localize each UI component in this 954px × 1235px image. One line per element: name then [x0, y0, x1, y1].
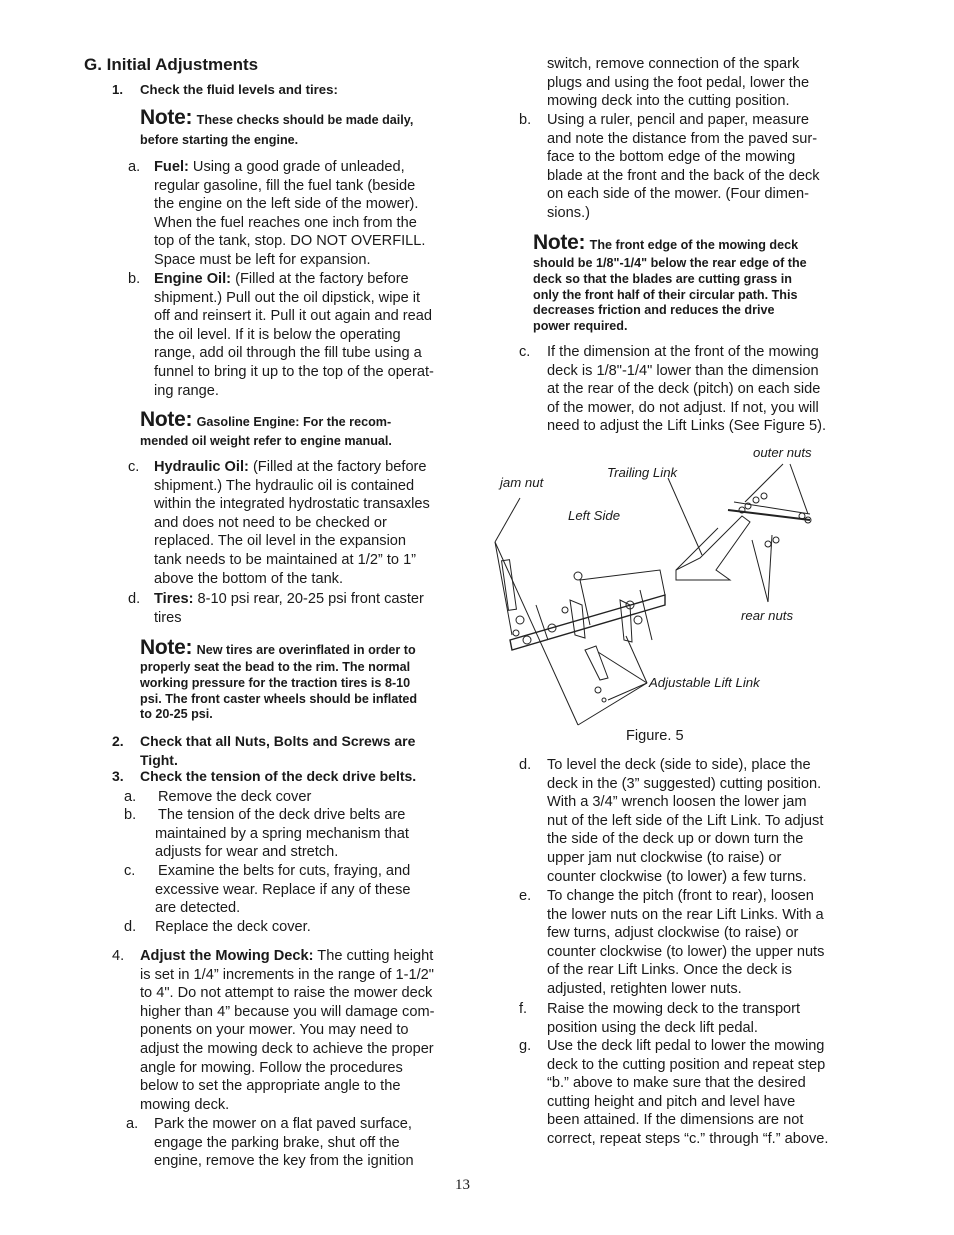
text-line: mowing deck. [140, 1096, 230, 1113]
text-line: To change the pitch (front to rear), loosen [547, 888, 814, 904]
label-adjustable-lift-link: Adjustable Lift Link [649, 675, 760, 690]
text-line: are detected. [155, 900, 241, 917]
text-line: shipment.) Pull out the oil dipstick, wipe it [154, 289, 421, 306]
text-line: Use the deck lift pedal to lower the mowing [547, 1038, 825, 1054]
step3-title: Check the tension of the deck drive belts. [140, 768, 417, 784]
text-line: and does not need to be checked or [154, 514, 387, 531]
leader-line [668, 478, 702, 555]
text-line: of the mower, do not adjust. If not, you will [547, 399, 819, 416]
text-line: If the dimension at the front of the mowing [547, 344, 819, 360]
engine-oil-paragraph [154, 270, 454, 400]
text-line: blade at the front and the back of the deck [547, 167, 820, 184]
leader-line [608, 683, 647, 700]
text-line: Using a good grade of unleaded, [188, 159, 405, 175]
item-marker: b. [124, 807, 137, 823]
dimension-paragraph [547, 343, 826, 436]
text-line: properly seat the bead to the rim. The normal [140, 660, 411, 674]
text-line: within the integrated hydrostatic transaxles [154, 496, 430, 513]
level-deck-paragraph [547, 756, 823, 886]
leader-line [752, 540, 768, 602]
item-marker: a. [126, 1116, 139, 1132]
tires-paragraph [154, 590, 454, 627]
measure-paragraph [547, 111, 820, 223]
text-line: cutting height and pitch and level have [547, 1093, 796, 1110]
note-1 [140, 106, 413, 130]
item-marker: f. [519, 1001, 528, 1017]
belt-tension-paragraph [155, 806, 409, 862]
text-line: above the bottom of the tank. [154, 570, 344, 587]
main-linkage-bar [510, 595, 665, 650]
raise-deck-paragraph [547, 1000, 800, 1037]
text-line: the engine on the left side of the mower). [154, 196, 419, 213]
engine-oil-label: Engine Oil: [154, 271, 232, 287]
text-line: regular gasoline, fill the fuel tank (beside [154, 177, 416, 194]
text-line: Space must be left for expansion. [154, 251, 371, 268]
item-marker: c. [128, 459, 140, 475]
item-marker: d. [519, 757, 532, 773]
label-outer-nuts: outer nuts [753, 445, 812, 460]
item-marker: c. [519, 344, 531, 360]
text-line: deck so that the blades are cutting grass in [533, 271, 792, 286]
text-line: of the rear Lift Links. Once the deck is [547, 962, 792, 979]
text-line: To level the deck (side to side), place the [547, 757, 811, 773]
leader-line [495, 498, 520, 542]
text-line: working pressure for the traction tires is 8-10 [140, 675, 411, 690]
note-3-body [140, 660, 417, 723]
text-line: the lower nuts on the rear Lift Links. With a [547, 906, 824, 923]
text-line: Replace the deck cover. [155, 919, 311, 935]
item-marker: c. [124, 863, 136, 879]
page-number: 13 [455, 1177, 470, 1193]
text-line: plugs and using the foot pedal, lower the [547, 74, 810, 91]
text-line: power required. [533, 319, 628, 334]
text-line: With a 3/4” wrench loosen the lower jam [547, 794, 807, 811]
section-title: G. Initial Adjustments [84, 55, 259, 74]
hydraulic-oil-paragraph [154, 458, 454, 588]
figure-caption: Figure. 5 [626, 728, 684, 744]
text-line: sions.) [547, 204, 590, 221]
step3-number: 3. [112, 768, 124, 784]
adjust-deck-label: Adjust the Mowing Deck: [140, 948, 314, 964]
hydraulic-oil-label: Hydraulic Oil: [154, 459, 249, 475]
label-rear-nuts: rear nuts [741, 608, 794, 623]
leader-line [790, 464, 808, 514]
step2-text [140, 732, 415, 769]
text-line: “b.” above to make sure that the desired [547, 1075, 806, 1092]
text-line: Examine the belts for cuts, fraying, and [158, 863, 411, 879]
label-trailing-link: Trailing Link [607, 465, 678, 480]
pitch-paragraph [547, 887, 824, 999]
leader-line [495, 542, 578, 725]
note-text: The front edge of the mowing deck [589, 238, 799, 252]
text-line: (Filled at the factory before [231, 271, 409, 287]
text-line: Check that all Nuts, Bolts and Screws are [140, 733, 416, 749]
note-label: Note: [140, 106, 193, 129]
trailing-link-shape [676, 516, 750, 580]
text-line: Raise the mowing deck to the transport [547, 1001, 801, 1017]
text-line: The cutting height [313, 948, 434, 964]
text-line: ponents on your mower. You may need to [140, 1022, 409, 1039]
text-line: few turns, adjust clockwise (to raise) or [547, 925, 799, 942]
fuel-paragraph [154, 158, 454, 270]
note-2 [140, 408, 391, 432]
note-label: Note: [140, 636, 193, 659]
text-line: angle for mowing. Follow the procedures [140, 1059, 403, 1076]
text-line: off and reinsert it. Pull it out again and read [154, 308, 433, 325]
item-marker: e. [519, 888, 532, 904]
park-mower-paragraph [154, 1115, 414, 1171]
text-line: need to adjust the Lift Links (See Figure 5). [547, 418, 827, 435]
note-4-body [533, 256, 807, 335]
text-line: adjusted, retighten lower nuts. [547, 980, 742, 997]
note-text: New tires are overinflated in order to [196, 643, 416, 657]
text-line: counter clockwise (to lower) the upper nuts [547, 943, 825, 960]
text-line: upper jam nut clockwise (to raise) or [547, 849, 782, 866]
text-line: below to set the appropriate angle to the [140, 1078, 401, 1095]
text-line: adjusts for wear and stretch. [155, 844, 339, 861]
step2-number: 2. [112, 733, 124, 749]
text-line: Using a ruler, pencil and paper, measure [547, 112, 810, 128]
text-line: on each side of the mower. (Four dimen- [547, 186, 810, 203]
text-line: ing range. [154, 382, 219, 399]
text-line: (Filled at the factory before [248, 459, 427, 475]
text-line: only the front half of their circular path. This [533, 287, 798, 302]
text-line: switch, remove connection of the spark [547, 56, 800, 72]
note-label: Note: [533, 231, 586, 254]
text-line: funnel to bring it up to the top of the operat- [154, 363, 434, 380]
fuel-label: Fuel: [154, 159, 189, 175]
text-line: mowing deck into the cutting position. [547, 93, 790, 110]
leader-line [768, 535, 772, 602]
text-line: top of the tank, stop. DO NOT OVERFILL. [154, 233, 426, 250]
text-line: nut of the left side of the Lift Link. To adjust [547, 812, 824, 829]
text-line: deck is 1/8"-1/4" lower than the dimension [547, 362, 819, 379]
step1-number: 1. [112, 82, 123, 97]
text-line: tank needs to be maintained at 1/2” to 1” [154, 551, 417, 568]
text-line: range, add oil through the fill tube using a [154, 345, 422, 362]
item-marker: a. [124, 789, 137, 805]
text-line: Tight. [140, 751, 178, 768]
examine-belts-paragraph [155, 862, 411, 918]
note-text: Gasoline Engine: For the recom- [196, 415, 392, 429]
text-line: deck in the (3” suggested) cutting position. [547, 775, 822, 792]
tires-label: Tires: [154, 591, 194, 607]
text-line: should be 1/8"-1/4" below the rear edge of the [533, 256, 807, 270]
note-text: These checks should be made daily, [196, 113, 414, 127]
text-line: psi. The front caster wheels should be inflated [140, 691, 418, 706]
text-line: counter clockwise (to lower) a few turns. [547, 868, 807, 885]
text-line: excessive wear. Replace if any of these [155, 881, 411, 898]
leader-line [578, 683, 647, 725]
text-line: engine, remove the key from the ignition [154, 1153, 414, 1170]
text-line: position using the deck lift pedal. [547, 1019, 758, 1036]
figure-5 [490, 440, 840, 740]
text-line: adjust the mowing deck to achieve the proper [140, 1040, 434, 1057]
text-line: correct, repeat steps “c.” through “f.” above. [547, 1130, 829, 1147]
label-left-side: Left Side [568, 508, 621, 523]
text-line: deck to the cutting position and repeat step [547, 1056, 826, 1073]
text-line: to 4". Do not attempt to raise the mower deck [140, 985, 433, 1002]
text-line: 8-10 psi rear, 20-25 psi front caster [193, 591, 424, 607]
text-line: to 20-25 psi. [140, 707, 213, 722]
text-line: and note the distance from the paved sur- [547, 130, 818, 147]
step4-number: 4. [112, 948, 125, 964]
item-marker: a. [128, 159, 141, 175]
lower-deck-paragraph [547, 1037, 828, 1149]
text-line: When the fuel reaches one inch from the [154, 214, 417, 231]
item-marker: g. [519, 1038, 532, 1054]
text-line: the oil level. If it is below the operating [154, 326, 401, 343]
label-jam-nut: jam nut [500, 475, 544, 490]
step1-title: Check the fluid levels and tires: [140, 82, 338, 97]
adjust-deck-paragraph [140, 947, 460, 1114]
text-line: decreases friction and reduces the drive [533, 303, 775, 318]
text-line: face to the bottom edge of the mowing [547, 149, 796, 166]
item-marker: d. [124, 919, 137, 935]
note-3 [140, 636, 416, 660]
text-line: Park the mower on a flat paved surface, [154, 1116, 412, 1132]
text-line: higher than 4” because you will damage com- [140, 1003, 435, 1020]
text-line: maintained by a spring mechanism that [155, 825, 409, 842]
text-line: tires [154, 609, 182, 626]
note-4 [533, 231, 798, 255]
text-line: at the rear of the deck (pitch) on each side [547, 381, 821, 398]
text-line: the side of the deck up or down turn the [547, 831, 804, 848]
note-label: Note: [140, 408, 193, 431]
item-marker: d. [128, 591, 141, 607]
text-line: Remove the deck cover [158, 789, 312, 805]
text-line: engage the parking brake, shut off the [154, 1134, 400, 1151]
text-line: is set in 1/4” increments in the range of 1-1/2" [140, 966, 434, 983]
text-line: replaced. The oil level in the expansion [154, 533, 407, 550]
text-line: been attained. If the dimensions are not [547, 1112, 804, 1129]
text-line: The tension of the deck drive belts are [158, 807, 406, 823]
text-line: shipment.) The hydraulic oil is contained [154, 477, 415, 494]
item-marker: b. [128, 271, 141, 287]
note-1-line2: before starting the engine. [140, 133, 299, 147]
park-mower-continued [547, 55, 809, 111]
note-2-line2: mended oil weight refer to engine manual. [140, 434, 392, 448]
leader-line [745, 464, 783, 502]
leader-line [495, 542, 512, 635]
item-marker: b. [519, 112, 532, 128]
